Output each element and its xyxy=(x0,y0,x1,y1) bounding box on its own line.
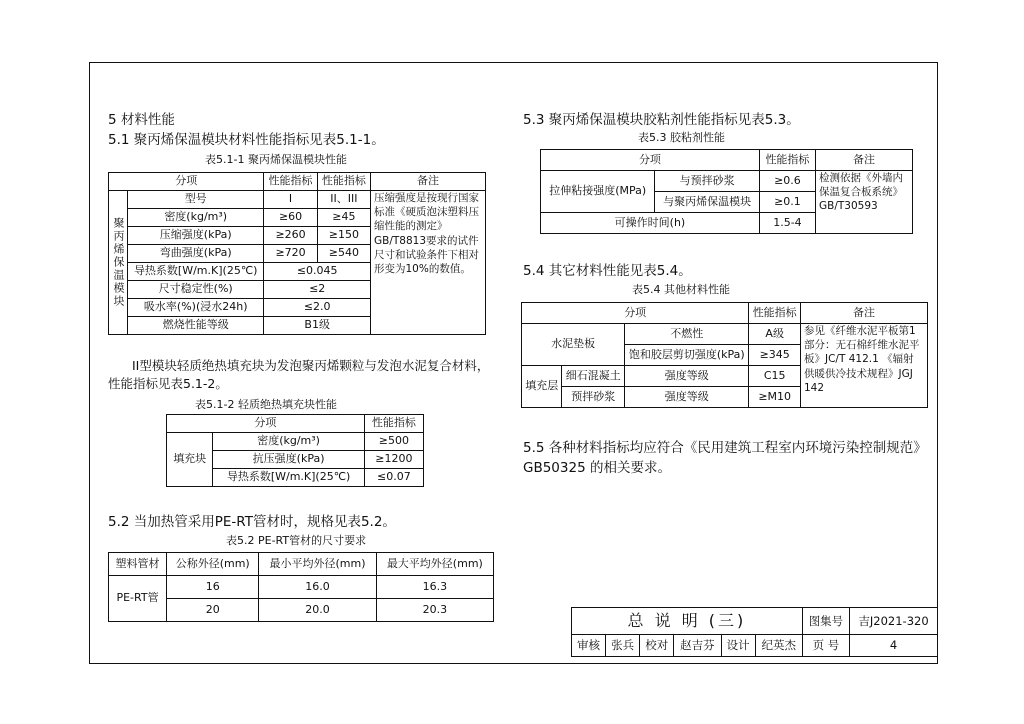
row-value: ≤2 xyxy=(264,281,371,299)
row-value: C15 xyxy=(749,366,801,387)
th-nominal: 公称外径(mm) xyxy=(167,553,259,576)
th-note: 备注 xyxy=(371,173,486,191)
th-value: 性能指标 xyxy=(749,303,801,324)
table-5-1-2-caption: 表5.1-2 轻质绝热填充块性能 xyxy=(195,398,337,411)
row-label: 吸水率(%)(浸水24h) xyxy=(128,299,264,317)
row-value: ≥500 xyxy=(364,433,423,451)
table-5-4-caption: 表5.4 其他材料性能 xyxy=(632,283,730,296)
th-value: 性能指标 xyxy=(759,150,815,171)
section-5-1: 5.1 聚丙烯保温模块材料性能指标见表5.1-1。 xyxy=(108,132,385,148)
row-value: ≤0.045 xyxy=(264,263,371,281)
review-label: 审核 xyxy=(572,635,606,657)
table-5-1-1 xyxy=(108,172,486,335)
row-value: ≥60 xyxy=(264,209,317,227)
reviewer-name: 张兵 xyxy=(606,635,640,657)
row-value: 16 xyxy=(167,576,259,599)
row-label: 燃烧性能等级 xyxy=(128,317,264,335)
row-label: 与预拌砂浆 xyxy=(655,171,760,192)
design-label: 设计 xyxy=(721,635,755,657)
row-label: 与聚丙烯保温模块 xyxy=(655,192,760,213)
th-material: 塑料管材 xyxy=(109,553,167,576)
row-label: 可操作时间(h) xyxy=(541,213,760,234)
page-label: 页 号 xyxy=(802,635,849,657)
group-label: 拉伸粘接强度(MPa) xyxy=(541,171,655,213)
row-label: 不燃性 xyxy=(625,324,749,345)
section-5-2: 5.2 当加热管采用PE-RT管材时，规格见表5.2。 xyxy=(108,514,396,530)
table-5-2-caption: 表5.2 PE-RT管材的尺寸要求 xyxy=(226,534,367,547)
table-note: 压缩强度是按现行国家标准《硬质泡沫塑料压缩性能的测定》GB/T8813要求的试件尺寸和试验条件下相对形变为10%的数值。 xyxy=(371,191,486,335)
table-5-3-caption: 表5.3 胶粘剂性能 xyxy=(638,131,725,144)
section-5-3: 5.3 聚丙烯保温模块胶粘剂性能指标见表5.3。 xyxy=(523,112,800,128)
row-value: 20.0 xyxy=(259,599,376,622)
section-5-5-cont: GB50325 的相关要求。 xyxy=(523,460,671,476)
th-max: 最大平均外径(mm) xyxy=(376,553,493,576)
row-value: ≤0.07 xyxy=(364,469,423,487)
th-value-1: 性能指标 xyxy=(264,173,317,191)
row-label: 导热系数[W/m.K](25℃) xyxy=(213,469,364,487)
row-value: ≥45 xyxy=(317,209,370,227)
row-label: 弯曲强度(kPa) xyxy=(128,245,264,263)
row-label: 抗压强度(kPa) xyxy=(213,451,364,469)
row-label: 型号 xyxy=(128,191,264,209)
row-value: ≥260 xyxy=(264,227,317,245)
row-label: 压缩强度(kPa) xyxy=(128,227,264,245)
row-value: 16.0 xyxy=(259,576,376,599)
th-value-2: 性能指标 xyxy=(317,173,370,191)
th-item: 分项 xyxy=(541,150,760,171)
table-5-1-1-caption: 表5.1-1 聚丙烯保温模块性能 xyxy=(205,153,347,166)
th-value: 性能指标 xyxy=(364,415,423,433)
section-5-4: 5.4 其它材料性能见表5.4。 xyxy=(523,263,692,279)
row-value: ≥540 xyxy=(317,245,370,263)
row-sublabel: 细石混凝土 xyxy=(562,366,625,387)
th-item: 分项 xyxy=(522,303,749,324)
atlas-label: 图集号 xyxy=(802,608,849,635)
group-label: 聚丙烯保温模块 xyxy=(109,191,128,335)
table-note: 检测依据《外墙内保温复合板系统》GB/T30593 xyxy=(816,171,913,234)
row-value: ≥150 xyxy=(317,227,370,245)
page-number: 4 xyxy=(850,635,938,657)
row-value: 20 xyxy=(167,599,259,622)
row-value: ≥0.6 xyxy=(759,171,815,192)
th-item: 分项 xyxy=(109,173,264,191)
group-label: 水泥垫板 xyxy=(522,324,625,366)
row-value: ≥0.1 xyxy=(759,192,815,213)
section-title: 5 材料性能 xyxy=(108,112,175,128)
th-note: 备注 xyxy=(816,150,913,171)
row-label: 强度等级 xyxy=(625,366,749,387)
designer-name: 纪英杰 xyxy=(755,635,802,657)
material-label: PE-RT管 xyxy=(109,576,167,622)
row-sublabel: 预拌砂浆 xyxy=(562,387,625,408)
table-5-1-2 xyxy=(166,414,424,487)
row-label: 导热系数[W/m.K](25℃) xyxy=(128,263,264,281)
row-value: ≥720 xyxy=(264,245,317,263)
table-note: 参见《纤维水泥平板第1部分：无石棉纤维水泥平板》JC/T 412.1 《辐射供暖供冷技术规程》JGJ 142 xyxy=(801,324,928,408)
th-min: 最小平均外径(mm) xyxy=(259,553,376,576)
check-label: 校对 xyxy=(640,635,674,657)
row-value: 16.3 xyxy=(376,576,493,599)
group-label: 填充层 xyxy=(522,366,562,408)
row-label: 强度等级 xyxy=(625,387,749,408)
table-5-2 xyxy=(108,552,494,622)
table-5-4 xyxy=(521,302,928,408)
drawing-title: 总 说 明 (三) xyxy=(572,608,803,635)
th-item: 分项 xyxy=(167,415,365,433)
row-value: I xyxy=(264,191,317,209)
row-label: 密度(kg/m³) xyxy=(213,433,364,451)
paragraph-filler-block-2: 性能指标见表5.1-2。 xyxy=(108,376,228,391)
checker-name: 赵吉芬 xyxy=(674,635,721,657)
title-block xyxy=(571,607,938,657)
row-value: ≥345 xyxy=(749,345,801,366)
group-label: 填充块 xyxy=(167,433,213,487)
row-label: 密度(kg/m³) xyxy=(128,209,264,227)
th-note: 备注 xyxy=(801,303,928,324)
row-value: B1级 xyxy=(264,317,371,335)
row-value: 20.3 xyxy=(376,599,493,622)
table-5-3 xyxy=(540,149,913,234)
row-value: ≥1200 xyxy=(364,451,423,469)
row-value: ≤2.0 xyxy=(264,299,371,317)
row-value: II、III xyxy=(317,191,370,209)
row-value: A级 xyxy=(749,324,801,345)
atlas-number: 吉J2021-320 xyxy=(850,608,938,635)
paragraph-filler-block: II型模块轻质绝热填充块为发泡聚丙烯颗粒与发泡水泥复合材料， xyxy=(132,358,490,373)
row-value: 1.5-4 xyxy=(759,213,815,234)
section-5-5: 5.5 各种材料指标均应符合《民用建筑工程室内环境污染控制规范》 xyxy=(523,440,927,456)
row-label: 尺寸稳定性(%) xyxy=(128,281,264,299)
row-label: 饱和胶层剪切强度(kPa) xyxy=(625,345,749,366)
row-value: ≥M10 xyxy=(749,387,801,408)
